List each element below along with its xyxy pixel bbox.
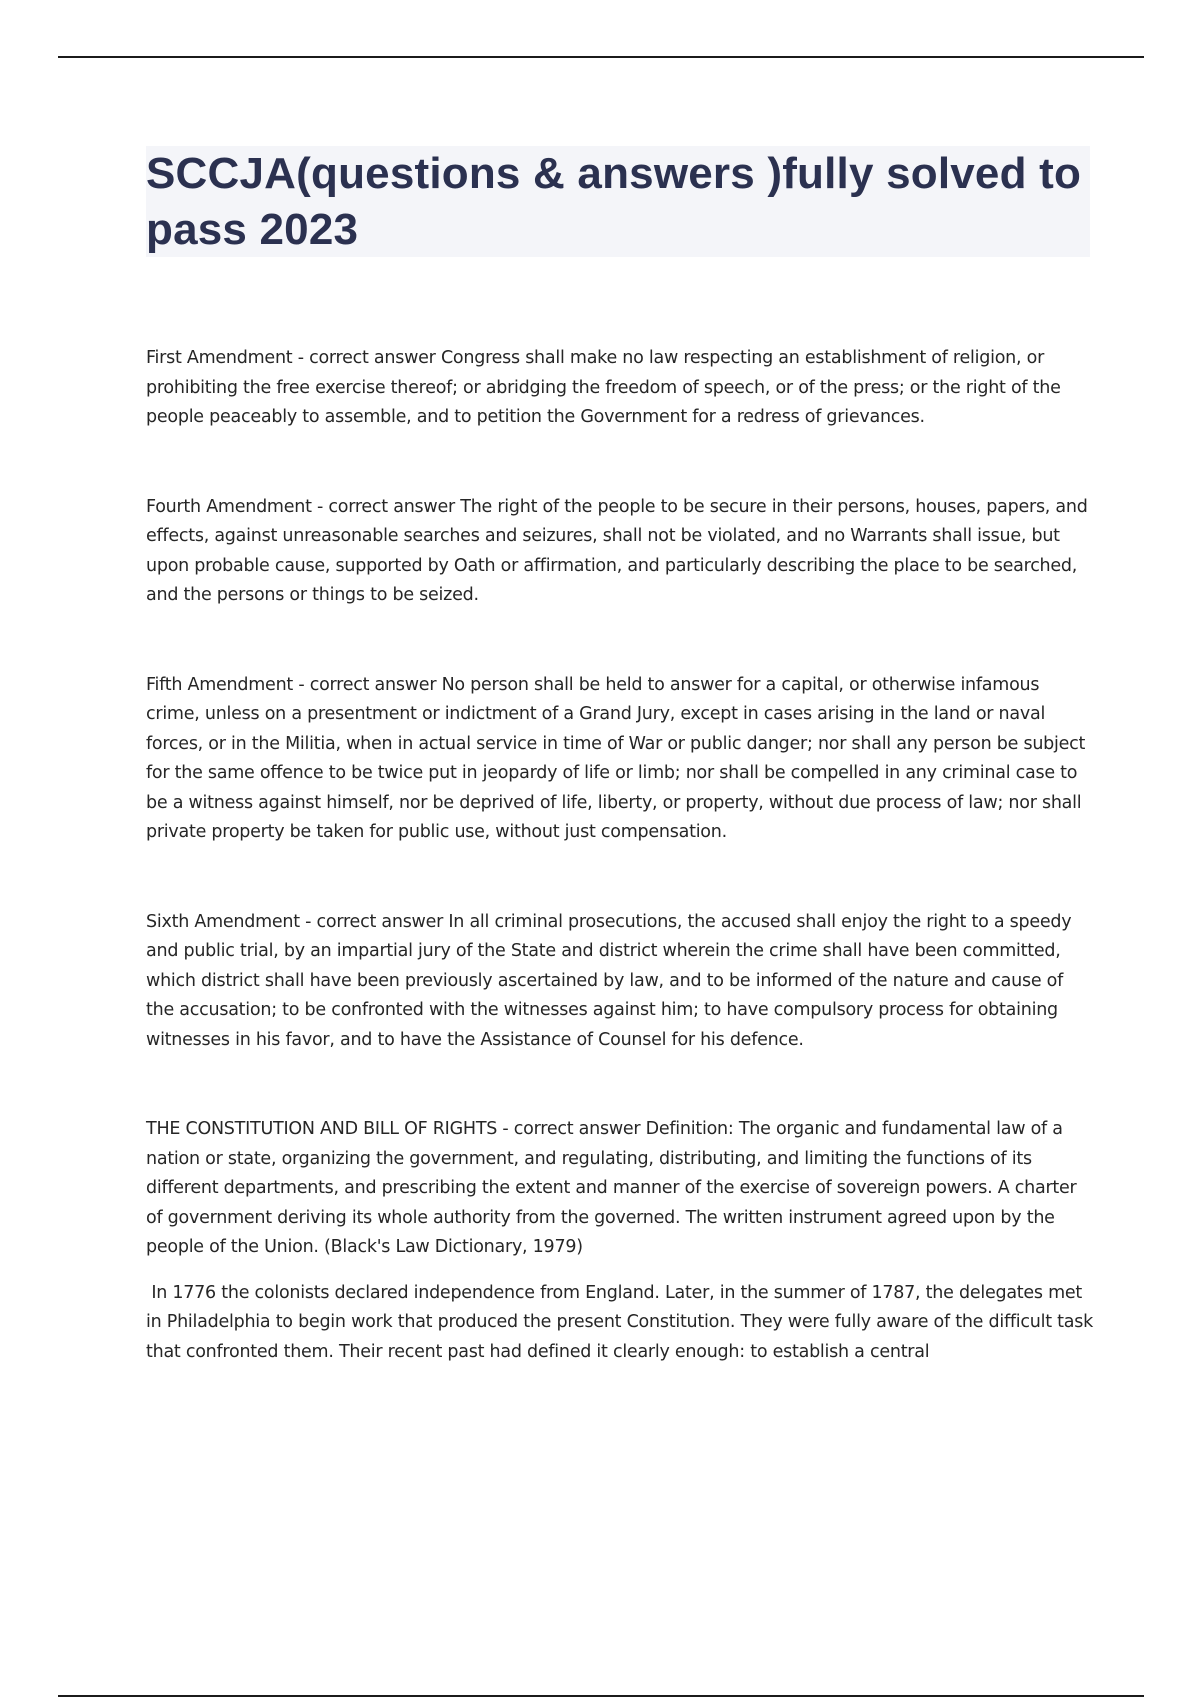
bottom-rule: [58, 1695, 1144, 1697]
entry-sixth-amendment: Sixth Amendment - correct answer In all criminal prosecutions, the accused shall enjoy the right to a speedy and public trial, by an impartial jury of the State and district wherein the crime shall have been committed, which district shall have been previously ascertained by law, and to be informed of the nature and cause of the accusation; to be confronted with the witnesses against him; to have compulsory process for obtaining witnesses in his favor, and to have the Assistance of Counsel for his defence.: [146, 911, 1072, 1050]
document-body: [146, 344, 1099, 1367]
entry-first-amendment: First Amendment - correct answer Congress shall make no law respecting an establishment of religion, or prohibiting the free exercise thereof; or abridging the freedom of speech, or of the press; or the right of the people peaceably to assemble, and to petition the Government for a redress of grievances.: [146, 348, 1061, 427]
top-rule: [58, 56, 1144, 58]
entry-fifth-amendment: Fifth Amendment - correct answer No person shall be held to answer for a capital, or otherwise infamous crime, unless on a presentment or indictment of a Grand Jury, except in cases arising in the land or naval forces, or in the Militia, when in actual service in time of War or public danger; nor shall any person be subject for the same offence to be twice put in jeopardy of life or limb; nor shall be compelled in any criminal case to be a witness against himself, nor be deprived of life, liberty, or property, without due process of law; nor shall private property be taken for public use, without just compensation.: [146, 674, 1086, 842]
entry-fourth-amendment: Fourth Amendment - correct answer The right of the people to be secure in their persons, houses, papers, and effects, against unreasonable searches and seizures, shall not be violated, and no Warrants shall issue, but upon probable cause, supported by Oath or affirmation, and particularly describing the place to be searched, and the persons or things to be seized.: [146, 496, 1088, 605]
document-title: SCCJA(questions & answers )fully solved to pass 2023: [146, 149, 1082, 254]
title-block: [146, 146, 1090, 257]
entry-constitution-bill-of-rights: THE CONSTITUTION AND BILL OF RIGHTS - correct answer Definition: The organic and fundamental law of a nation or state, organizing the government, and regulating, distributing, and limiting the functions of its different departments, and prescribing the extent and manner of the exercise of sovereign powers. A charter of government deriving its whole authority from the governed. The written instrument agreed upon by the people of the Union. (Black's Law Dictionary, 1979): [146, 1119, 1077, 1257]
entry-1776-paragraph: In 1776 the colonists declared independence from England. Later, in the summer of 1787, the delegates met in Philadelphia to begin work that produced the present Constitution. They were fully aware of the difficult task that confronted them. Their recent past had defined it clearly enough: to establish a central: [146, 1282, 1099, 1362]
